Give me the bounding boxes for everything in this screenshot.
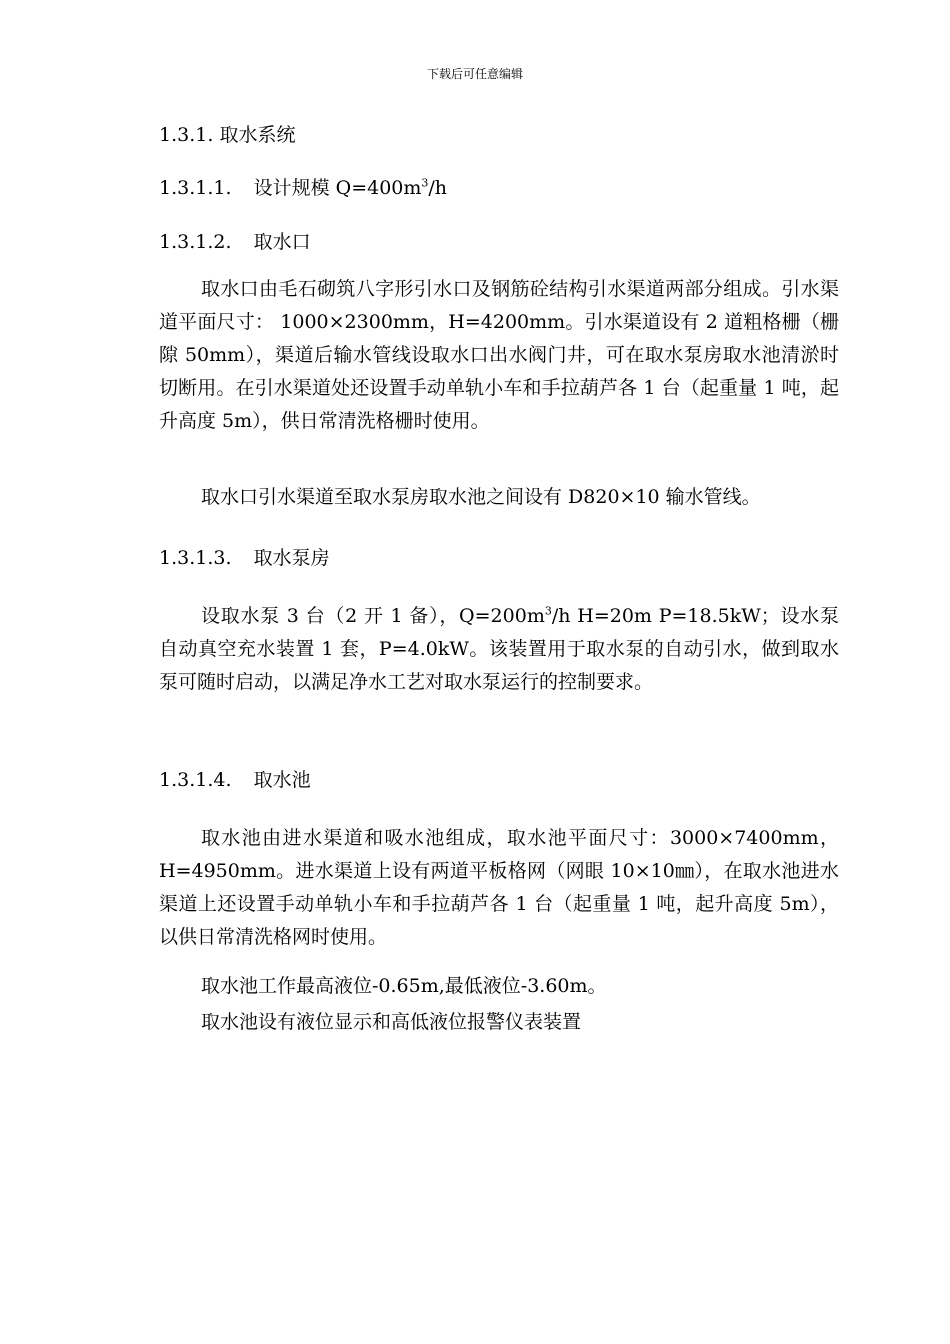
heading-1-3-1-1 <box>159 175 447 201</box>
heading-title: 设计规模 <box>253 177 330 199</box>
heading-number: 1.3.1.3. <box>159 547 232 569</box>
heading-number: 1.3.1.4. <box>159 769 232 791</box>
page-header: 下载后可任意编辑 <box>426 67 523 81</box>
paragraph-level-alarm: 取水池设有液位显示和高低液位报警仪表装置 <box>201 1011 582 1033</box>
paragraph-intake-pipeline: 取水口引水渠道至取水泵房取水池之间设有 D820×10 输水管线。 <box>201 486 761 508</box>
heading-1-3-1-2 <box>159 229 311 255</box>
heading-number: 1.3.1.2. <box>159 231 232 253</box>
paragraph-water-level: 取水池工作最高液位-0.65m,最低液位-3.60m。 <box>201 975 607 997</box>
heading-1-3-1-4 <box>159 767 311 793</box>
paragraph-intake-description: 取水口由毛石砌筑八字形引水口及钢筋砼结构引水渠道两部分组成。引水渠道平面尺寸： 1000×2300mm，H=4200mm。引水渠道设有 2 道粗格栅（栅隙 50mm），渠道后输水管线设取水口出水阀门井，可在取水泵房取水池清淤时切断用。在引水渠道处还设置手动单轨小车和手拉葫芦各 1 台（起重量 1 吨，起升高度 5m），供日常清洗格栅时使用。 <box>159 278 839 432</box>
design-capacity: $Q=400m^3/h$ <box>335 176 448 199</box>
heading-number: 1.3.1.1. <box>159 177 232 199</box>
heading-title: 取水池 <box>253 769 311 791</box>
heading-title: 取水系统 <box>219 124 296 146</box>
heading-1-3-1 <box>159 122 295 148</box>
paragraph-intake-pool: 取水池由进水渠道和吸水池组成，取水池平面尺寸：3000×7400mm，H=4950mm。进水渠道上设有两道平板格网（网眼 10×10㎜），在取水池进水渠道上还设置手动单轨小车和手拉葫芦各 1 台（起重量 1 吨，起升高度 5m），以供日常清洗格网时使用。 <box>159 827 839 948</box>
heading-title: 取水泵房 <box>253 547 330 569</box>
heading-title: 取水口 <box>253 231 311 253</box>
heading-1-3-1-3 <box>159 545 330 571</box>
heading-number: 1.3.1. <box>159 124 214 146</box>
paragraph-pump-house: 设取水泵 3 台（2 开 1 备），$Q=200m^3/h$ H=20m P=18.5kW；设水泵自动真空充水装置 1 套，P=4.0kW。该装置用于取水泵的自动引水，做到取水泵可随时启动，以满足净水工艺对取水泵运行的控制要求。 <box>159 604 839 693</box>
